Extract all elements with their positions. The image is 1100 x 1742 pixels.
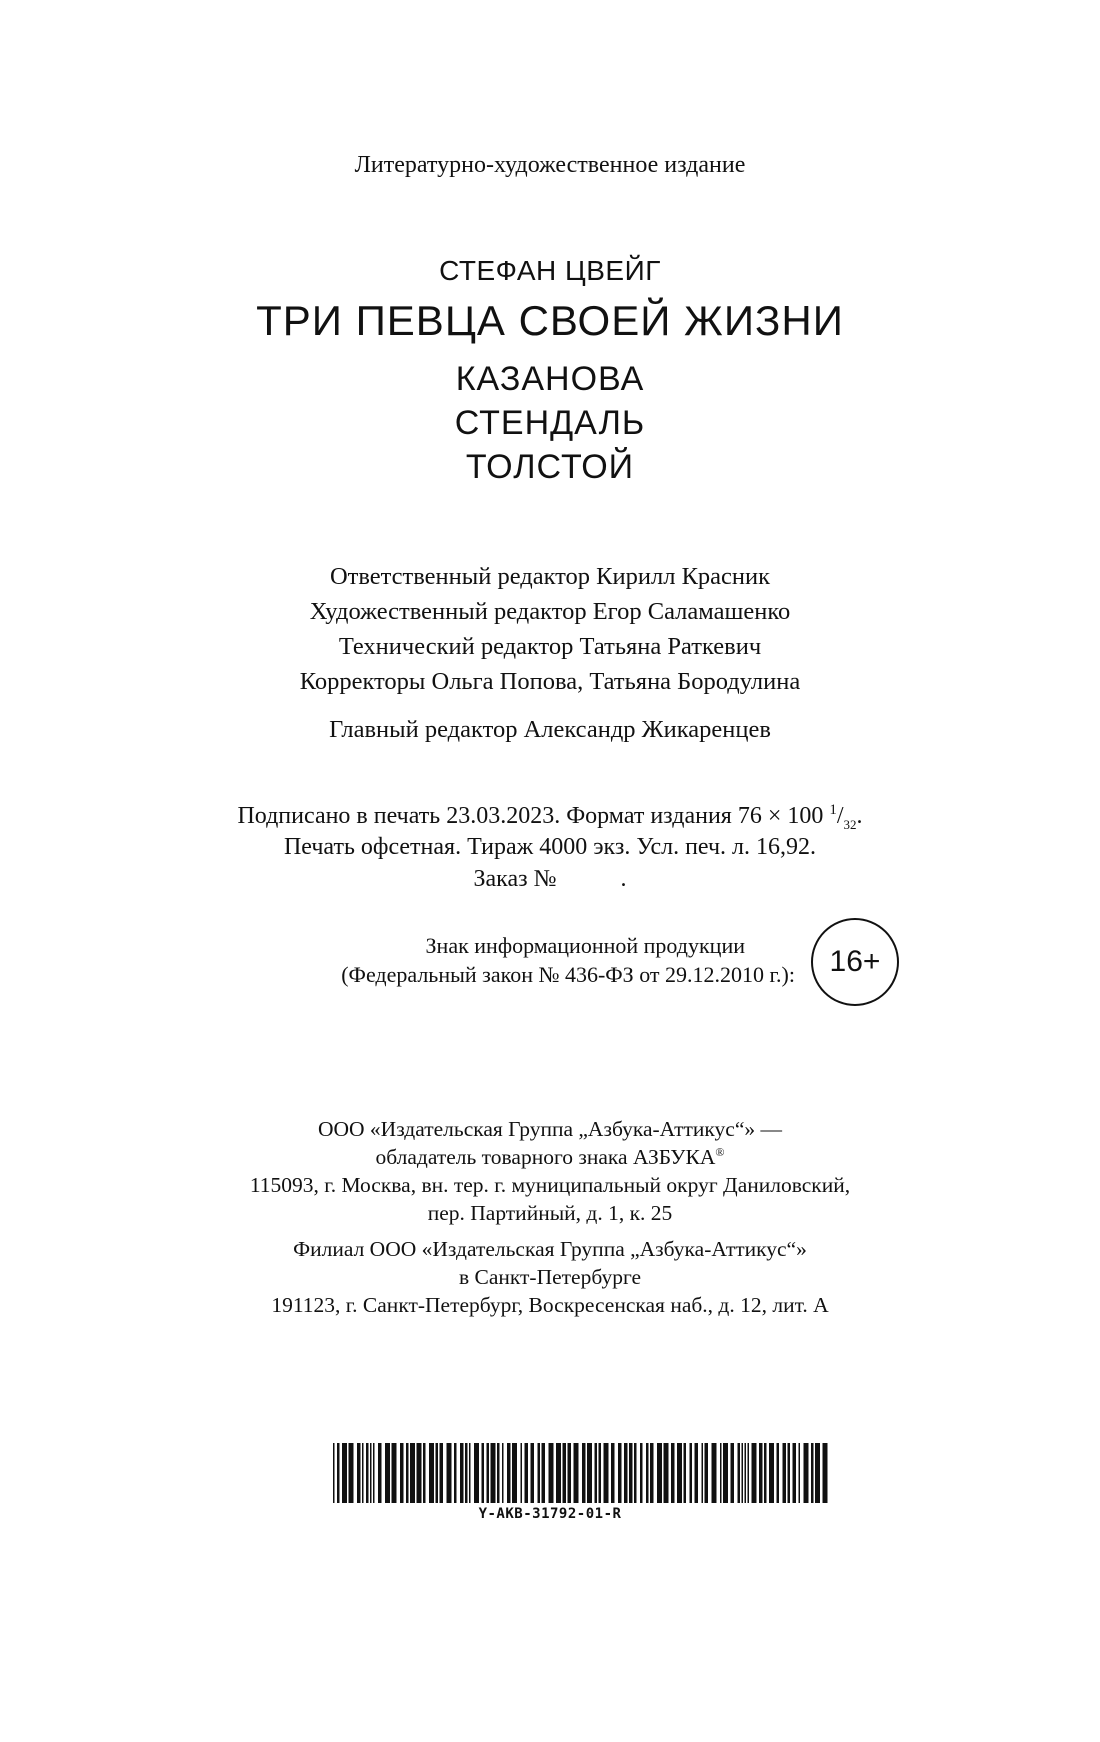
barcode-bar <box>447 1443 452 1503</box>
branch-city: в Санкт-Петербурге <box>458 1265 642 1289</box>
print-signed-line <box>0 802 1100 833</box>
barcode-bar <box>542 1443 546 1503</box>
barcode-bar <box>373 1443 375 1503</box>
barcode-bar <box>556 1443 561 1503</box>
branch-address: 191123, г. Санкт-Петербург, Воскресенская наб., д. 12, лит. А <box>271 1293 829 1317</box>
barcode-bar <box>769 1443 774 1503</box>
age-rating-badge: 16+ <box>811 918 899 1006</box>
registered-mark: ® <box>715 1145 725 1159</box>
barcode-bar <box>521 1443 523 1503</box>
barcode-bar <box>599 1443 602 1503</box>
barcode-bar <box>712 1443 717 1503</box>
order-end: . <box>620 866 627 892</box>
barcode-number: Y-AKB-31792-01-R <box>478 1506 622 1522</box>
barcode-bar <box>385 1443 390 1503</box>
barcode-bar <box>604 1443 609 1503</box>
barcode-bar <box>624 1443 628 1503</box>
barcode-bar <box>406 1443 409 1503</box>
publisher-address: 115093, г. Москва, вн. тер. г. муниципальный округ Даниловский, <box>249 1173 851 1197</box>
barcode-graphic <box>333 1443 833 1503</box>
publisher-address: пер. Партийный, д. 1, к. 25 <box>427 1201 673 1225</box>
barcode-bar <box>454 1443 457 1503</box>
format-fraction-denominator: 32 <box>843 816 857 832</box>
barcode-bar <box>783 1443 787 1503</box>
barcode-bar <box>695 1443 699 1503</box>
branch-line: Филиал ООО «Издательская Группа „Азбука-Аттикус“» <box>293 1237 807 1261</box>
barcode-bar <box>690 1443 693 1503</box>
barcode-bar <box>764 1443 767 1503</box>
barcode-bar <box>507 1443 511 1503</box>
book-subtitle: СТЕНДАЛЬ <box>454 404 646 442</box>
barcode-bar <box>436 1443 439 1503</box>
barcode-bar <box>487 1443 490 1503</box>
credit-line: Ответственный редактор Кирилл Красник <box>329 563 771 590</box>
credit-line: Корректоры Ольга Попова, Татьяна Бородулина <box>299 668 801 695</box>
book-subtitle: ТОЛСТОЙ <box>465 448 635 486</box>
barcode-bar <box>497 1443 500 1503</box>
edition-type: Литературно-художественное издание <box>354 152 746 178</box>
barcode-bar <box>823 1443 828 1503</box>
barcode-bar <box>723 1443 728 1503</box>
order-number-line <box>0 866 1100 893</box>
age-rating-law: (Федеральный закон № 436-ФЗ от 29.12.2010 г.): <box>341 962 795 987</box>
barcode-bar <box>793 1443 797 1503</box>
barcode-bar <box>759 1443 763 1503</box>
barcode-bar <box>531 1443 535 1503</box>
barcode-bar <box>788 1443 791 1503</box>
barcode-bar <box>705 1443 709 1503</box>
barcode-bar <box>634 1443 637 1503</box>
barcode-bar <box>568 1443 572 1503</box>
book-subtitle: КАЗАНОВА <box>455 360 645 398</box>
barcode-bar <box>748 1443 750 1503</box>
barcode-bar <box>337 1443 340 1503</box>
barcode-bar <box>752 1443 757 1503</box>
barcode-bar <box>811 1443 814 1503</box>
barcode-bar <box>804 1443 809 1503</box>
chief-editor-line: Главный редактор Александр Жикаренцев <box>329 716 771 743</box>
barcode-bar <box>777 1443 780 1503</box>
credit-line: Художественный редактор Егор Саламашенко <box>309 598 791 625</box>
barcode-bar <box>677 1443 682 1503</box>
barcode-bar <box>574 1443 579 1503</box>
barcode-bar <box>525 1443 529 1503</box>
print-run-line: Печать офсетная. Тираж 4000 экз. Усл. печ. л. 16,92. <box>283 834 817 860</box>
barcode-bar <box>538 1443 541 1503</box>
barcode-bar <box>629 1443 633 1503</box>
barcode-bar <box>400 1443 404 1503</box>
barcode-bar <box>720 1443 722 1503</box>
book-title: ТРИ ПЕВЦА СВОЕЙ ЖИЗНИ <box>256 297 844 344</box>
order-label: Заказ № <box>473 866 557 892</box>
credit-line: Технический редактор Татьяна Раткевич <box>338 633 762 660</box>
barcode-bar <box>512 1443 517 1503</box>
barcode-bar <box>671 1443 675 1503</box>
age-rating-label: Знак информационной продукции <box>425 933 745 958</box>
barcode-bar <box>392 1443 397 1503</box>
barcode-bar <box>378 1443 382 1503</box>
barcode-bar <box>650 1443 654 1503</box>
barcode-bar <box>357 1443 361 1503</box>
barcode-bar <box>702 1443 704 1503</box>
barcode-bar <box>362 1443 364 1503</box>
print-signed-end: . <box>856 803 863 829</box>
barcode-bar <box>469 1443 471 1503</box>
barcode-bar <box>587 1443 592 1503</box>
barcode-bar <box>815 1443 820 1503</box>
barcode-bar <box>366 1443 369 1503</box>
barcode-bar <box>611 1443 615 1503</box>
barcode-bar <box>423 1443 426 1503</box>
barcode-bar <box>491 1443 496 1503</box>
barcode-bar <box>440 1443 444 1503</box>
barcode-bar <box>465 1443 468 1503</box>
barcode-bar <box>342 1443 347 1503</box>
barcode-bar <box>502 1443 504 1503</box>
barcode-bar <box>745 1443 747 1503</box>
barcode-bar <box>582 1443 586 1503</box>
barcode-bar <box>549 1443 554 1503</box>
barcode-bar <box>664 1443 669 1503</box>
barcode-bar <box>646 1443 649 1503</box>
format-fraction-separator: / <box>836 803 844 829</box>
barcode-bar <box>618 1443 622 1503</box>
barcode-bar <box>738 1443 741 1503</box>
barcode-bar <box>657 1443 662 1503</box>
barcode-bar <box>595 1443 598 1503</box>
format-fraction-numerator: 1 <box>829 802 837 818</box>
barcode-bar <box>333 1443 335 1503</box>
barcode-bar <box>429 1443 434 1503</box>
barcode-bar <box>563 1443 567 1503</box>
barcode-bar <box>410 1443 415 1503</box>
barcode-bar <box>417 1443 422 1503</box>
trademark-text: обладатель товарного знака АЗБУКА <box>375 1145 716 1170</box>
barcode-bar <box>742 1443 744 1503</box>
barcode-bar <box>482 1443 485 1503</box>
barcode-bar <box>474 1443 479 1503</box>
barcode-bar <box>731 1443 735 1503</box>
barcode-bar <box>460 1443 464 1503</box>
barcode-bar <box>684 1443 687 1503</box>
barcode-bar <box>349 1443 354 1503</box>
barcode-bar <box>370 1443 372 1503</box>
publisher-line: ООО «Издательская Группа „Азбука-Аттикус“» — <box>317 1117 783 1141</box>
print-signed-text: Подписано в печать 23.03.2023. Формат издания 76 × 100 <box>237 803 830 829</box>
trademark-line <box>0 1145 1100 1170</box>
barcode-bar <box>640 1443 643 1503</box>
book-author: СТЕФАН ЦВЕЙГ <box>439 255 661 286</box>
barcode-bar <box>799 1443 801 1503</box>
